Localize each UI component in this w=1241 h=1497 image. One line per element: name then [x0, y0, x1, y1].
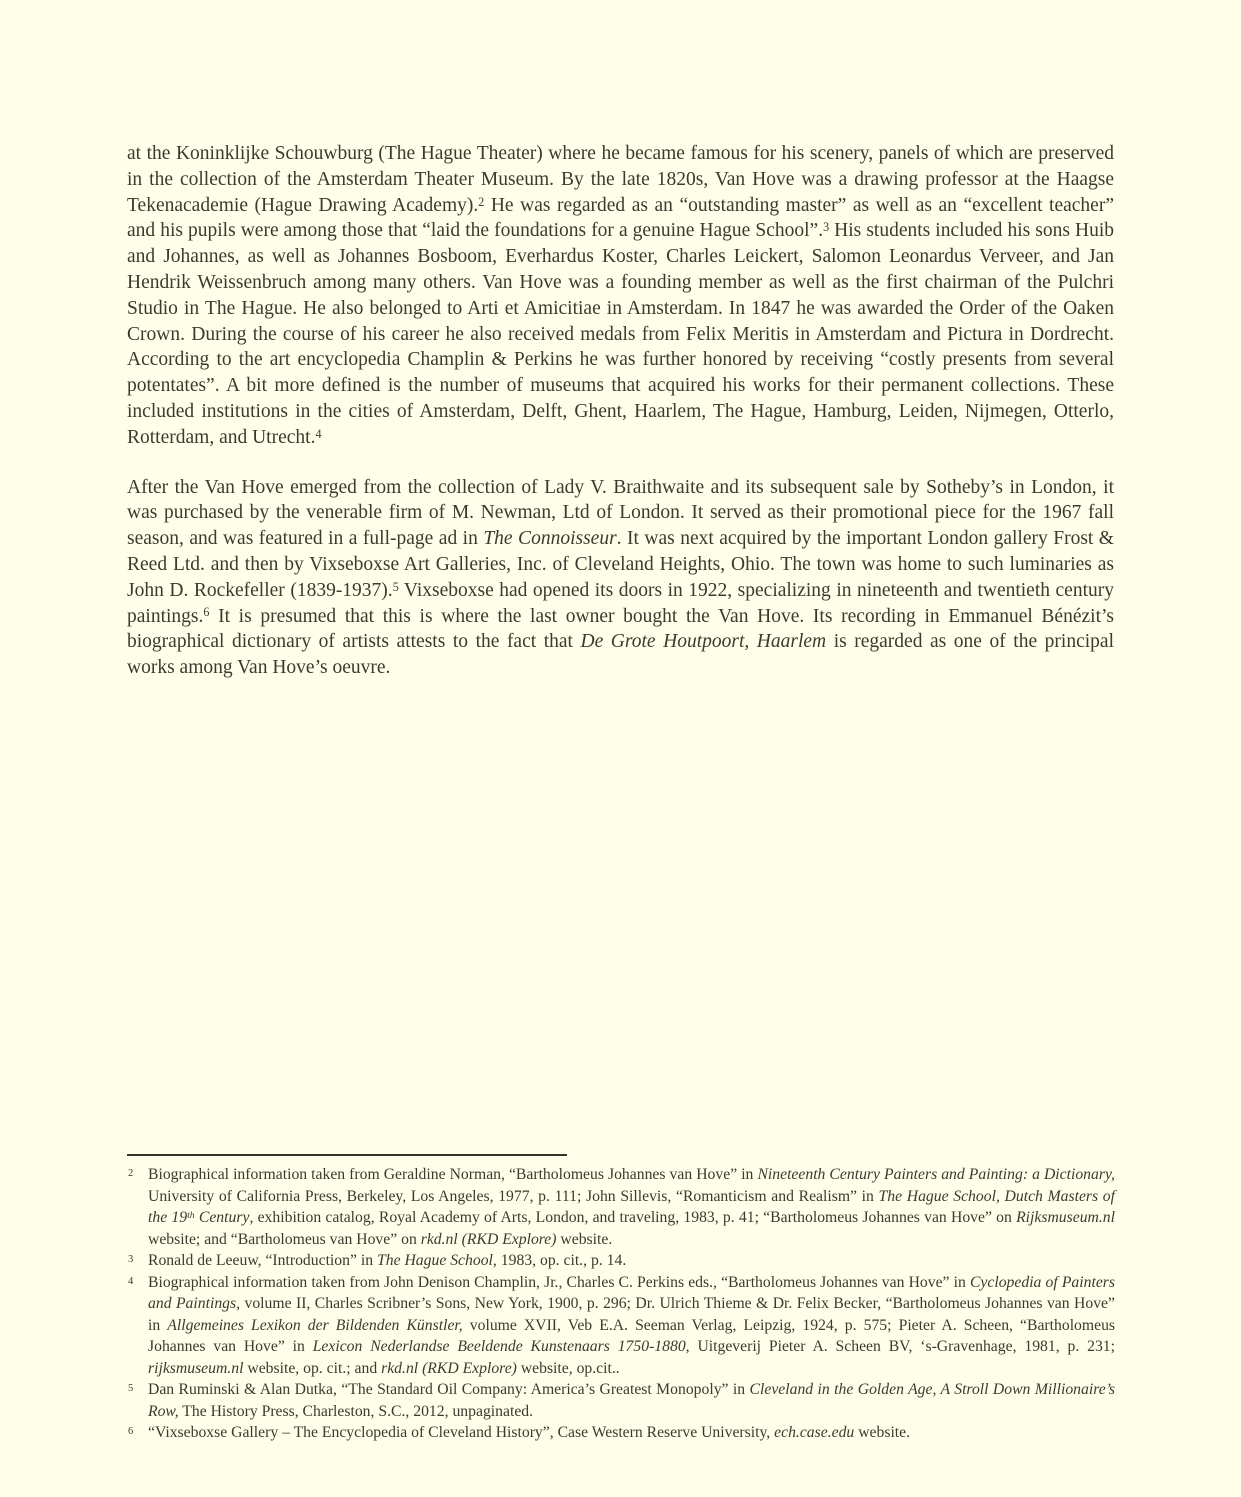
footnote-text: Ronald de Leeuw, “Introduction” in The Hague School, 1983, op. cit., p. 14. — [148, 1252, 627, 1269]
footnote-marker: 4 — [128, 1275, 134, 1287]
footnote-text: Biographical information taken from John Denison Champlin, Jr., Charles C. Perkins eds., “Bartholomeus Johannes van Hove” in Cyclopedia of Painters and Paintings, volume II, Charles Scribner’s Sons, New York, 1900, p. 296; Dr. Ulrich Thieme & Dr. Felix Becker, “Bartholomeus Johannes van Hove” in Allgemeines Lexikon der Bildenden Künstler, volume XVII, Veb E.A. Seeman Verlag, Leipzig, 1924, p. 575; Pieter A. Scheen, “Bartholomeus Johannes van Hove” in Lexicon Nederlandse Beeldende Kunstenaars 1750-1880, Uitgeverij Pieter A. Scheen BV, ‘s-Gravenhage, 1981, p. 231; rijksmuseum.nl website, op. cit.; and rkd.nl (RKD Explore) website, op.cit.. — [148, 1273, 1116, 1377]
footnote-divider — [127, 1154, 567, 1156]
footnote-text: “Vixseboxse Gallery – The Encyclopedia of Cleveland History”, Case Western Reserve University, ech.case.edu website. — [148, 1424, 911, 1441]
footnote-4 — [127, 1272, 1115, 1380]
footnote-marker: 5 — [128, 1383, 134, 1394]
footnote-6 — [127, 1422, 1115, 1444]
footnote-marker: 3 — [128, 1254, 134, 1265]
body-text-block — [127, 141, 1114, 705]
footnote-3 — [127, 1250, 1115, 1272]
footnotes-section — [127, 1154, 1115, 1444]
footnote-2 — [127, 1164, 1115, 1250]
footnote-5 — [127, 1379, 1115, 1422]
body-paragraph-2: After the Van Hove emerged from the collection of Lady V. Braithwaite and its subsequent sale by Sotheby’s in London, it was purchased by the venerable firm of M. Newman, Ltd of London. It served as their promotional piece for the 1967 fall season, and was featured in a full-page ad in The Connoisseur. It was next acquired by the important London gallery Frost & Reed Ltd. and then by Vixseboxse Art Galleries, Inc. of Cleveland Heights, Ohio. The town was home to such luminaries as John D. Rockefeller (1839-1937).$^5$ Vixseboxse had opened its doors in 1922, specializing in nineteenth and twentieth century paintings.$^6$ It is presumed that this is where the last owner bought the Van Hove. Its recording in Emmanuel Bénézit’s biographical dictionary of artists attests to the fact that De Grote Houtpoort, Haarlem is regarded as one of the principal works among Van Hove’s oeuvre. — [127, 476, 1114, 679]
footnote-text: Biographical information taken from Geraldine Norman, “Bartholomeus Johannes van Hove” in Nineteenth Century Painters and Painting: a Dictionary, University of California Press, Berkeley, Los Angeles, 1977, p. 111; John Sillevis, “Romanticism and Realism” in The Hague School, Dutch Masters of the 19th Century, exhibition catalog, Royal Academy of Arts, London, and traveling, 1983, p. 41; “Bartholomeus Johannes van Hove” on Rijksmuseum.nl website; and “Bartholomeus van Hove” on rkd.nl (RKD Explore) website. — [148, 1166, 1115, 1248]
footnote-marker: 6 — [128, 1426, 134, 1437]
body-paragraph-1: at the Koninklijke Schouwburg (The Hague Theater) where he became famous for his scenery, panels of which are preserved in the collection of the Amsterdam Theater Museum. By the late 1820s, Van Hove was a drawing professor at the Haagse Tekenacademie (Hague Drawing Academy).$^2$ He was regarded as an “outstanding master” as well as an “excellent teacher” and his pupils were among those that “laid the foundations for a genuine Hague School”.$^3$ His students included his sons Huib and Johannes, as well as Johannes Bosboom, Everhardus Koster, Charles Leickert, Salomon Leonardus Verveer, and Jan Hendrik Weissenbruch among many others. Van Hove was a founding member as well as the first chairman of the Pulchri Studio in The Hague. He also belonged to Arti et Amicitiae in Amsterdam. In 1847 he was awarded the Order of the Oaken Crown. During the course of his career he also received medals from Felix Meritis in Amsterdam and Pictura in Dordrecht. According to the art encyclopedia Champlin & Perkins he was further honored by receiving “costly presents from several potentates”. A bit more defined is the number of museums that acquired his works for their permanent collections. These included institutions in the cities of Amsterdam, Delft, Ghent, Haarlem, The Hague, Hamburg, Leiden, Nijmegen, Otterlo, Rotterdam, and Utrecht.$^4$ — [127, 143, 1114, 448]
footnote-text: Dan Ruminski & Alan Dutka, “The Standard Oil Company: America’s Greatest Monopoly” in Cleveland in the Golden Age, A Stroll Down Millionaire’s Row, The History Press, Charleston, S.C., 2012, unpaginated. — [148, 1381, 1115, 1420]
footnote-marker: 2 — [128, 1168, 134, 1179]
